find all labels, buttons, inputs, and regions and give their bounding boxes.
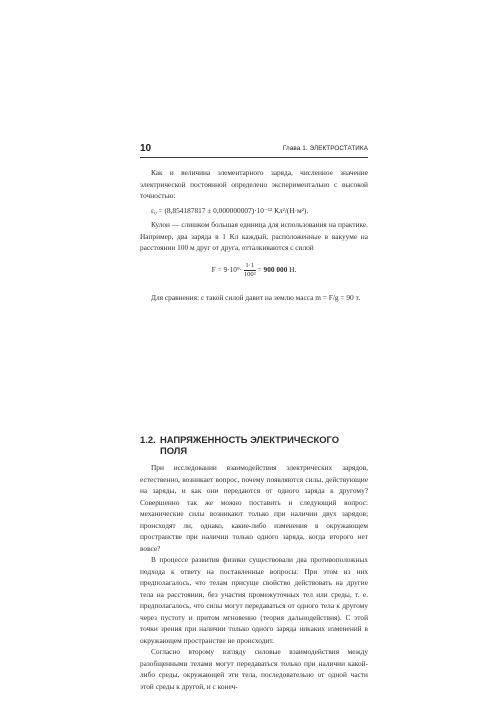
equation-force-fraction [244,262,256,279]
equation-force-left: F = 9·10⁹· [211,265,242,275]
page-number: 10 [140,143,152,154]
equation-epsilon0-text: ε₀ = (8,854187817 ± 0,000000007)·10⁻¹² Кл²/(Н·м²). [151,206,309,215]
running-head [140,143,368,158]
section-title-line2: ПОЛЯ [160,444,188,456]
section-heading [140,435,368,456]
text-block-comparison [140,292,368,304]
paragraph-second-view: Согласно второму взгляду силовые взаимодействия между разобщенными телами могут передаваться только при наличии какой-либо среды, окружающей эти тела, последовательно от одной части этой среды к другой, и с конеч- [140,647,368,691]
equation-force-equals: = [257,265,264,275]
paragraph-comparison: Для сравнения: с такой силой давит на землю масса m = F/g = 90 т. [151,293,361,302]
section-number: 1.2. [140,434,156,445]
paragraph-two-approaches: В процессе развития физики существовали два противоположных подхода к ответу на поставленные вопросы. При этом из них предполагалось, что телам присуще свойство действовать на другие тела на расстоянии, без участия промежуточных тел или среды, т. е. предполагалось, что силы могут передаваться от одного тела к другому через пустоту и притом мгновенно (теория дальнодействия). С этой точки зрения при наличии только одного заряда никаких изменений в окружающем пространстве не происходит. [140,555,368,645]
section-title-line1: НАПРЯЖЕННОСТЬ ЭЛЕКТРИЧЕСКОГО [160,434,340,445]
equation-force-value: 900 000 [263,265,288,275]
paragraph-interaction-question: При исследовании взаимодействия электрических зарядов, естественно, возникает вопрос, почему появляются силы, действующие на заряды, и как они передаются от одного заряда к другому? Совершенно так же можно поставить и следующий вопрос: механические силы возникают только при наличии двух зарядов; происходят ли, однако, какие-либо изменения в окружающем пространстве при наличии только одного заряда, когда второго нет вовсе? [140,463,368,553]
equation-epsilon0 [140,205,379,216]
fraction-denominator: 100² [243,271,256,278]
text-block-coulomb [140,219,368,254]
fraction-numerator: 1·1 [245,262,255,269]
text-block-top [140,167,368,202]
equation-force [140,262,368,279]
text-block-bottom [140,462,368,692]
equation-force-unit: Н. [289,265,297,275]
paragraph-elementary-charge: Как и величина элементарного заряда, численное значение электрической постоянной определено экспериментально с высокой точностью: [140,168,368,200]
paragraph-coulomb: Кулон — слишком большая единица для использования на практике. Например, два заряда в 1 Кл каждый, расположенные в вакууме на расстоянии 100 м друг от друга, отталкиваются с силой [140,220,368,252]
chapter-title: Глава 1. ЭЛЕКТРОСТАТИКА [282,145,368,152]
